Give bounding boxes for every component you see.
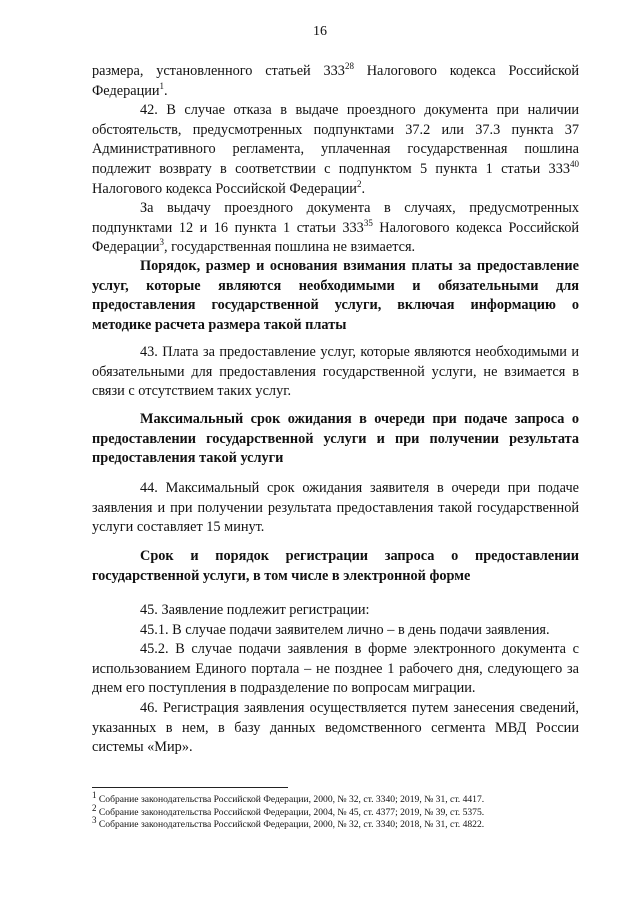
paragraph-45-1: 45.1. В случае подачи заявителем лично – в день подачи заявления. [140, 621, 550, 638]
footnote-divider [92, 787, 288, 788]
section-heading-registration: Срок и порядок регистрации запроса о предоставлении государственной услуги, в том числе в электронной форме [92, 548, 579, 584]
section-heading-queue: Максимальный срок ожидания в очереди при подаче запроса о предоставлении государственной услуги и при получении результата предоставления такой услуги [92, 411, 579, 467]
footnote-ref-1: 1 [159, 80, 165, 91]
paragraph-45-2: 45.2. В случае подачи заявления в форме электронного документа с использованием Единого портала – не позднее 1 рабочего дня, следующего за днем его поступления в подразделение по вопросам миграции. [92, 641, 579, 697]
text-block-43 [92, 343, 579, 402]
text-block-44 [92, 479, 579, 538]
footnotes [92, 789, 579, 832]
paragraph-46: 46. Регистрация заявления осуществляется путем занесения сведений, указанных в нем, в базу данных ведомственного сегмента МВД России системы «Мир». [92, 699, 579, 756]
footnote-2: $^2$ Собрание законодательства Российской Федерации, 2004, № 45, ст. 4377; 2019, № 39, ст. 5375. [92, 802, 485, 818]
paragraph-continuation: размера, установленного статьей $333^{28}$ Налогового кодекса Российской Федерации$^1$. [92, 61, 579, 99]
footnote-3: $^3$ Собрание законодательства Российской Федерации, 2000, № 32, ст. 3340; 2018, № 31, ст. 4822. [92, 815, 485, 831]
text-block-45-46 [92, 601, 579, 758]
footnote-ref-3: 3 [159, 237, 165, 248]
paragraph-fee-exemption: За выдачу проездного документа в случаях, предусмотренных подпунктами 12 и 16 пункта 1 статьи $333^{35}$ Налогового кодекса Российской Федерации$^3$, государственная пошлина не взимается. [92, 200, 579, 256]
article-superscript: 40 [570, 159, 579, 170]
footnote-1: $^1$ Собрание законодательства Российской Федерации, 2000, № 32, ст. 3340; 2019, № 31, ст. 4417. [92, 789, 485, 805]
paragraph-45: 45. Заявление подлежит регистрации: [140, 602, 370, 618]
paragraph-42: 42. В случае отказа в выдаче проездного документа при наличии обстоятельств, предусмотренных подпунктами 37.2 или 37.3 пункта 37 Административного регламента, уплаченная государственная пошлина подлежит возврату в соответствии с подпунктом 5 пункта 1 статьи $333^{40}$ Налогового кодекса Российской Федерации$^2$. [92, 102, 579, 197]
paragraph-44: 44. Максимальный срок ожидания заявителя в очереди при подаче заявления и при получении результата предоставления такой государственной услуги составляет 15 минут. [92, 480, 579, 536]
page-number: 16 [313, 24, 327, 39]
footnote-ref-2: 2 [356, 178, 362, 189]
paragraph-43: 43. Плата за предоставление услуг, которые являются необходимыми и обязательными для предоставления государственной услуги, не взимается в связи с отсутствием таких услуг. [92, 344, 579, 400]
article-superscript: 28 [344, 61, 354, 72]
text-block-1 [92, 62, 579, 258]
article-superscript: 35 [363, 217, 373, 228]
section-heading-fees: Порядок, размер и основания взимания платы за предоставление услуг, которые являются необходимыми и обязательными для предоставления государственной услуги, включая информацию о методике расчета размера такой платы [92, 258, 579, 333]
